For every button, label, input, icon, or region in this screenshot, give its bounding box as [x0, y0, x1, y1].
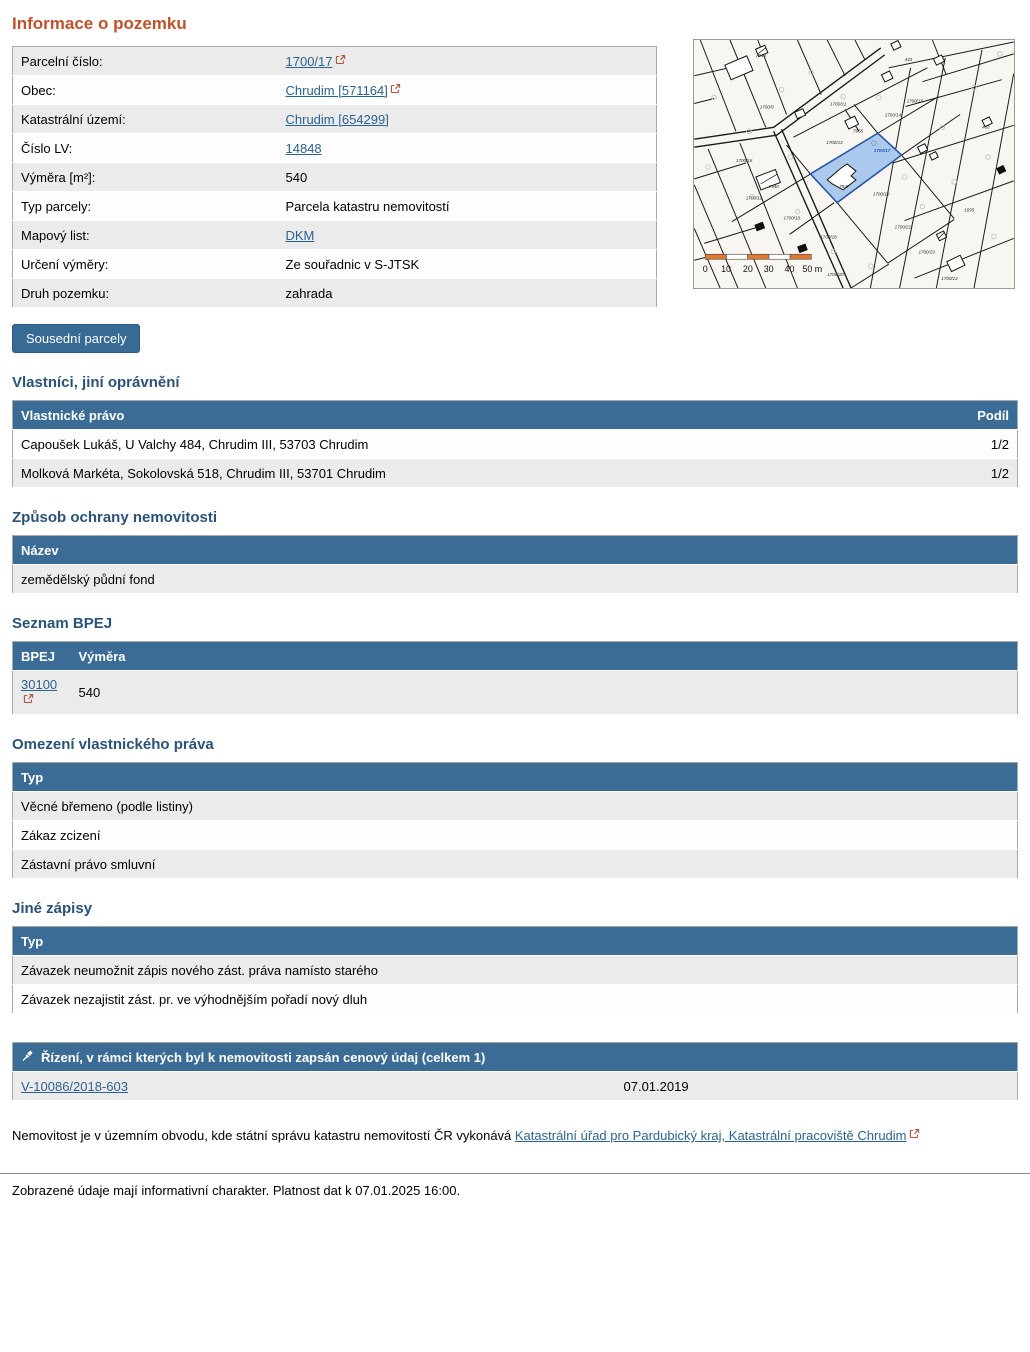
- restrictions-table: [12, 762, 1018, 879]
- protection-table: [12, 535, 1018, 594]
- svg-text:1700/15: 1700/15: [906, 98, 924, 104]
- lv-number-link[interactable]: 14848: [285, 140, 322, 156]
- parcel-type-value: Parcela katastru nemovitostí: [278, 192, 657, 221]
- cadastral-area-link[interactable]: Chrudim [654299]: [285, 111, 389, 127]
- table-row: [13, 430, 1018, 459]
- info-label: Určení výměry:: [13, 250, 278, 279]
- svg-text:1700/10: 1700/10: [783, 215, 801, 221]
- info-label: Výměra [m²]:: [13, 163, 278, 192]
- cadastral-map[interactable]: [693, 39, 1015, 289]
- proceedings-table: [12, 1042, 1018, 1101]
- municipality-link[interactable]: Chrudim [571164]: [285, 83, 388, 98]
- info-label: Typ parcely:: [13, 192, 278, 221]
- column-header-type: Typ: [13, 927, 1018, 956]
- bpej-area-value: 540: [71, 671, 1018, 715]
- owner-share: 1/2: [905, 430, 1018, 459]
- svg-text:1700/20: 1700/20: [827, 272, 844, 278]
- table-row: [13, 250, 657, 279]
- info-label: Druh pozemku:: [13, 279, 278, 308]
- divider: [0, 1173, 1030, 1174]
- svg-text:1695: 1695: [964, 207, 975, 213]
- other-records-table: [12, 926, 1018, 1014]
- svg-text:7965: 7965: [853, 128, 864, 134]
- table-header-row: [13, 401, 1018, 430]
- column-header-share: Podíl: [905, 401, 1018, 430]
- table-row: [13, 192, 657, 221]
- protection-value: zemědělský půdní fond: [13, 565, 1018, 594]
- svg-text:1700/12: 1700/12: [745, 195, 763, 201]
- table-row: [13, 671, 1018, 715]
- section-heading-other-records: Jiné zápisy: [12, 900, 93, 917]
- table-header-row: [13, 1043, 1018, 1072]
- svg-text:7947: 7947: [839, 183, 850, 189]
- svg-text:0: 0: [702, 264, 708, 275]
- svg-text:7943: 7943: [755, 52, 766, 58]
- other-record-value: Závazek nezajistit zást. pr. ve výhodnějším pořadí nový dluh: [13, 985, 1018, 1014]
- cadastral-map-svg[interactable]: [694, 40, 1014, 288]
- table-header-row: [13, 763, 1018, 792]
- jurisdiction-note: [12, 1126, 1018, 1146]
- table-row: [13, 821, 1018, 850]
- proceedings-heading: Řízení, v rámci kterých byl k nemovitosti zapsán cenový údaj (celkem 1): [41, 1049, 486, 1065]
- svg-text:1700/11: 1700/11: [830, 101, 847, 107]
- neighboring-parcels-button[interactable]: Sousední parcely: [12, 324, 140, 353]
- column-header-bpej: BPEJ: [13, 642, 71, 671]
- area-determination-value: Ze souřadnic v S-JTSK: [278, 250, 657, 279]
- section-heading-protection: Způsob ochrany nemovitosti: [12, 509, 218, 526]
- table-row: [13, 105, 657, 134]
- parcel-number-link[interactable]: 1700/17: [285, 54, 333, 69]
- proceeding-date: 07.01.2019: [616, 1072, 1018, 1101]
- table-row: [13, 565, 1018, 594]
- column-header-area: Výměra: [71, 642, 1018, 671]
- land-type-value: zahrada: [278, 279, 657, 308]
- svg-text:1700/13: 1700/13: [826, 140, 843, 146]
- info-label: Mapový list:: [13, 221, 278, 250]
- area-value: 540: [278, 163, 657, 192]
- table-header-row: [13, 927, 1018, 956]
- table-row: [13, 850, 1018, 879]
- disclaimer-text: Zobrazené údaje mají informativní charakter. Platnost dat k 07.01.2025 16:00.: [12, 1182, 461, 1198]
- bpej-code-link[interactable]: 30100: [21, 677, 58, 692]
- svg-text:1700/21: 1700/21: [894, 224, 912, 230]
- owners-table: [12, 400, 1018, 488]
- external-link-icon: [390, 82, 401, 97]
- svg-text:1700/16: 1700/16: [735, 158, 753, 164]
- svg-text:1700/14: 1700/14: [884, 112, 902, 118]
- owner-name: Capoušek Lukáš, U Valchy 484, Chrudim III, 53703 Chrudim: [13, 430, 905, 459]
- external-link-icon: [909, 1126, 920, 1145]
- other-record-value: Závazek neumožnit zápis nového zást. práva namísto starého: [13, 956, 1018, 985]
- external-link-icon: [335, 53, 346, 68]
- table-row: [13, 221, 657, 250]
- external-link-icon: [23, 692, 34, 707]
- table-row: [13, 47, 657, 76]
- owner-name: Molková Markéta, Sokolovská 518, Chrudim III, 53701 Chrudim: [13, 459, 905, 488]
- section-heading-owners: Vlastníci, jiní oprávnění: [12, 374, 180, 391]
- table-row: [13, 956, 1018, 985]
- jurisdiction-text: Nemovitost je v územním obvodu, kde státní správu katastru nemovitostí ČR vykonává: [12, 1128, 515, 1143]
- table-row: [13, 985, 1018, 1014]
- section-heading-restrictions: Omezení vlastnického práva: [12, 736, 214, 753]
- owner-share: 1/2: [905, 459, 1018, 488]
- svg-text:1700/19: 1700/19: [872, 191, 890, 197]
- svg-text:1700/17: 1700/17: [873, 148, 891, 154]
- column-header-ownership: Vlastnické právo: [13, 401, 905, 430]
- bpej-table: [12, 641, 1018, 715]
- info-label: Obec:: [13, 76, 278, 105]
- restriction-value: Zákaz zcizení: [13, 821, 1018, 850]
- svg-text:7940: 7940: [768, 183, 779, 189]
- section-heading-bpej: Seznam BPEJ: [12, 615, 113, 632]
- svg-text:10: 10: [721, 264, 731, 275]
- svg-text:463: 463: [981, 124, 990, 130]
- info-label: Parcelní číslo:: [13, 47, 278, 76]
- proceeding-link[interactable]: V-10086/2018-603: [21, 1078, 128, 1094]
- svg-text:1700/23: 1700/23: [918, 249, 935, 255]
- table-row: [13, 134, 657, 163]
- column-header-type: Typ: [13, 763, 1018, 792]
- table-row: [13, 76, 657, 105]
- svg-text:1700/22: 1700/22: [941, 276, 958, 282]
- top-section: [0, 46, 1030, 308]
- svg-text:40: 40: [784, 264, 795, 275]
- table-row: [13, 1072, 1018, 1101]
- svg-text:1700/18: 1700/18: [820, 234, 837, 240]
- svg-text:20: 20: [742, 264, 753, 275]
- info-label: Katastrální území:: [13, 105, 278, 134]
- restriction-value: Zástavní právo smluvní: [13, 850, 1018, 879]
- table-row: [13, 163, 657, 192]
- page-title: Informace o pozemku: [12, 14, 187, 33]
- column-header-name: Název: [13, 536, 1018, 565]
- table-row: [13, 459, 1018, 488]
- restriction-value: Věcné břemeno (podle listiny): [13, 792, 1018, 821]
- table-row: [13, 792, 1018, 821]
- map-scale-bar: [705, 254, 811, 259]
- pushpin-icon: [21, 1049, 34, 1065]
- svg-text:50 m: 50 m: [802, 264, 823, 275]
- svg-text:30: 30: [763, 264, 774, 275]
- svg-text:433: 433: [904, 56, 913, 62]
- table-header-row: [13, 642, 1018, 671]
- table-header-row: [13, 536, 1018, 565]
- svg-text:1700/9: 1700/9: [759, 104, 774, 110]
- cadastral-office-link[interactable]: Katastrální úřad pro Pardubický kraj, Katastrální pracoviště Chrudim: [514, 1128, 907, 1143]
- map-sheet-link[interactable]: DKM: [285, 227, 315, 243]
- table-row: [13, 279, 657, 308]
- parcel-info-table: [12, 46, 657, 308]
- info-label: Číslo LV:: [13, 134, 278, 163]
